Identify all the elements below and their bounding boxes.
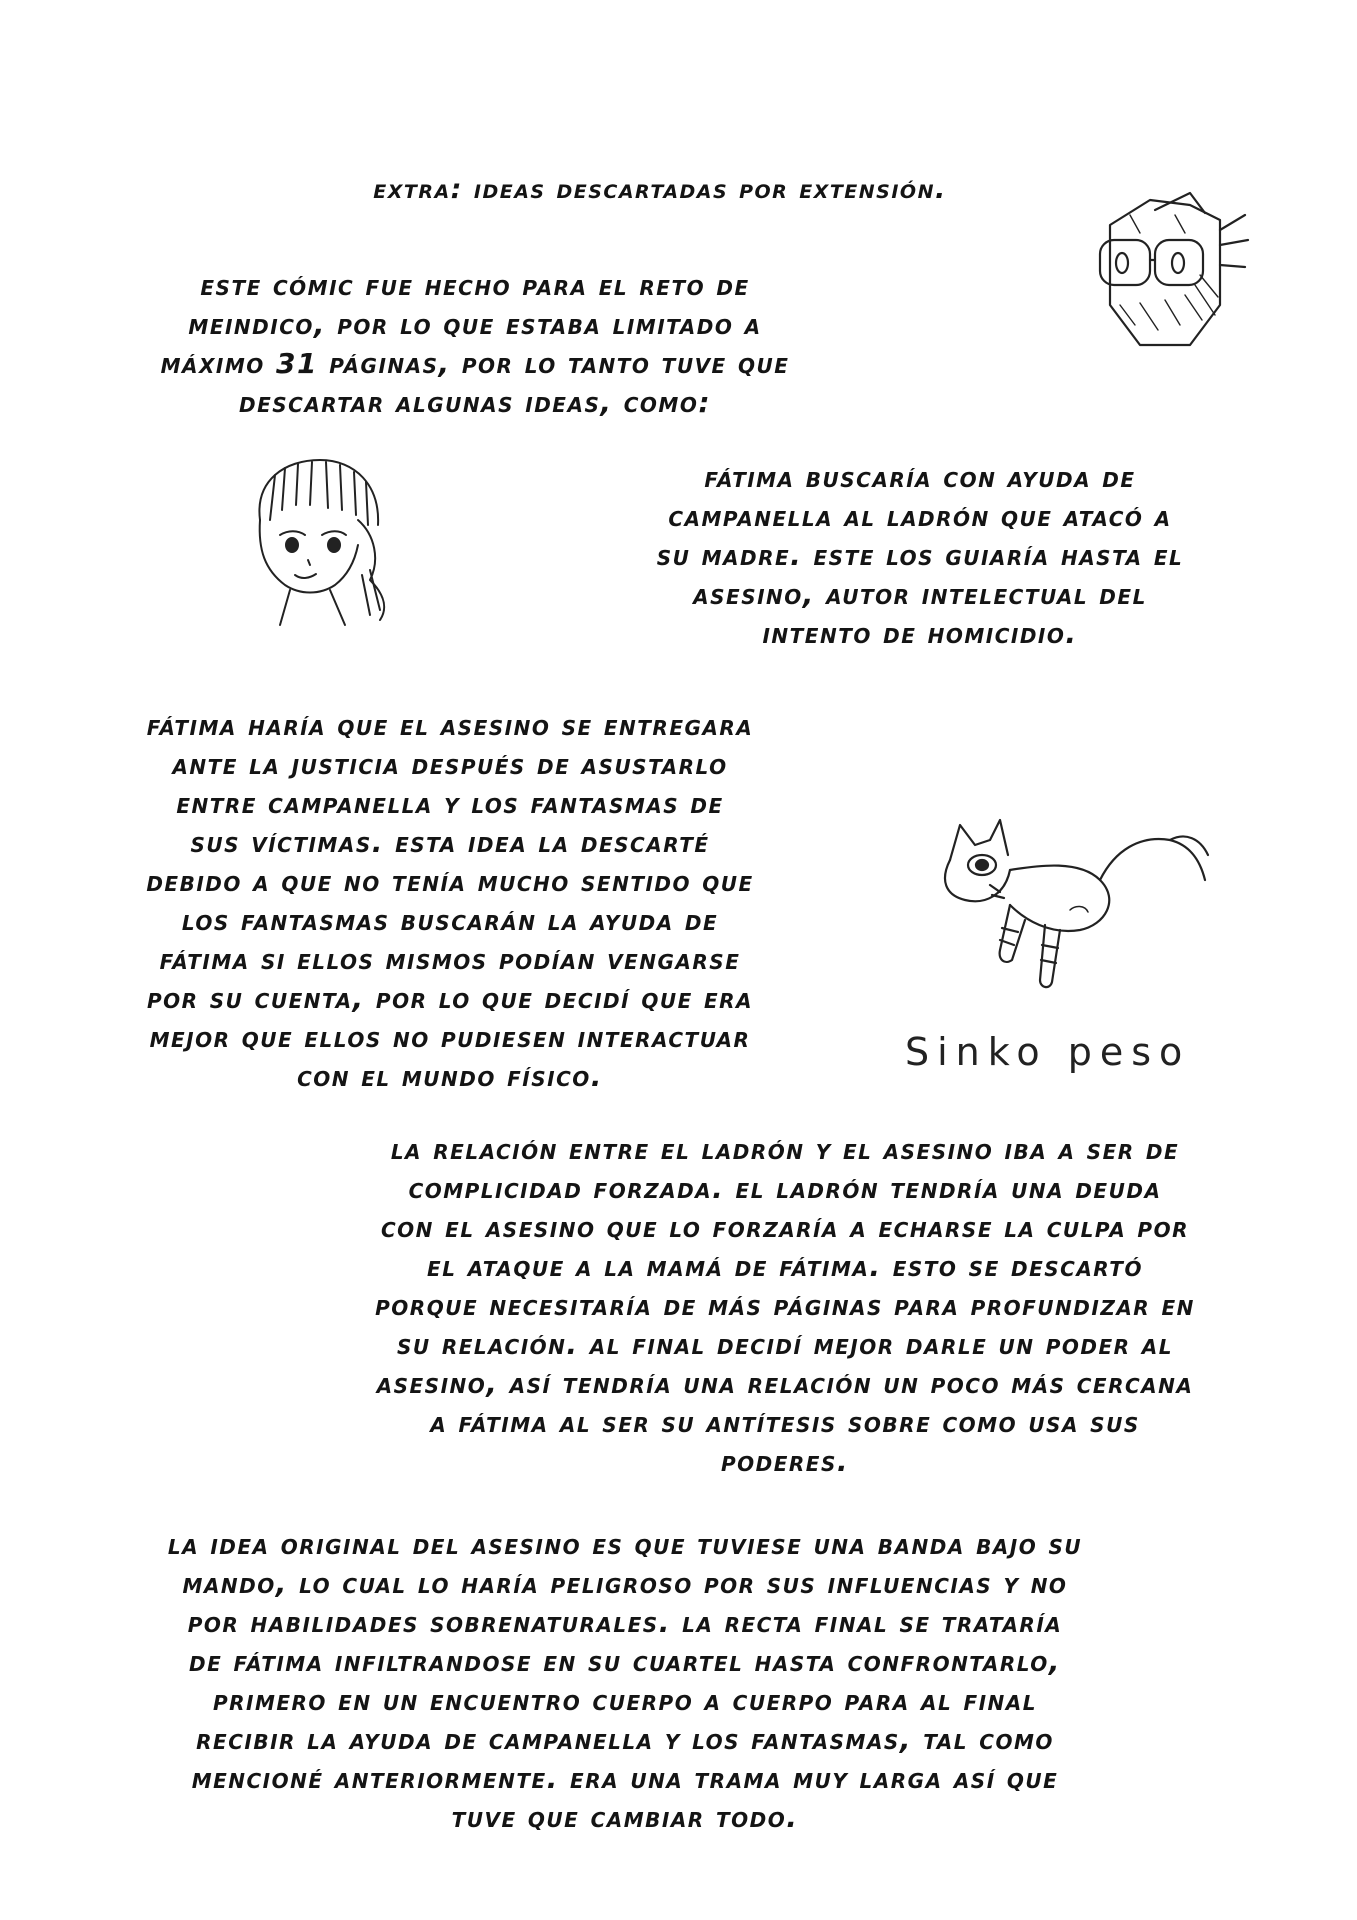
paragraph-idea-4: la idea original del asesino es que tuviese una banda bajo su mando, lo cual lo haría peligroso por sus influencias y no por habilidades sobrenaturales. la recta final se trataría de fátima infiltrandose en su cuartel hasta confrontarlo, primero en un encuentro cuerpo a cuerpo para al final recibir la ayuda de campanella y los fantasmas, tal como mencioné anteriormente. era una trama muy larga así que tuve que cambiar todo. [167,1528,1083,1834]
girl-portrait-sketch [230,450,410,630]
paragraph-idea-3: la relación entre el ladrón y el asesino iba a ser de complicidad forzada. el ladrón tendría una deuda con el asesino que lo forzaría a echarse la culpa por el ataque a la mamá de fátima. esto se descartó porque necesitaría de más páginas para profundizar en su relación. al final decidí mejor darle un poder al asesino, así tendría una relación un poco más cercana a fátima al ser su antítesis sobre como usa sus poderes. [375,1133,1195,1478]
paragraph-idea-1: fátima buscaría con ayuda de campanella al ladrón que atacó a su madre. este los guiaría hasta el asesino, autor intelectual del intento de homicidio. [656,461,1184,650]
sketch-caption: Sinko peso [905,1030,1191,1074]
paragraph-idea-2: fátima haría que el asesino se entregara ante la justicia después de asustarlo entre campanella y los fantasmas de sus víctimas. esta idea la descarté debido a que no tenía mucho sentido que los fantasmas buscarán la ayuda de fátima si ellos mismos podían vengarse por su cuenta, por lo que decidí que era mejor que ellos no pudiesen interactuar con el mundo físico. [146,709,754,1093]
cat-sketch [930,810,1230,1030]
glasses-creature-sketch [1080,185,1250,355]
paragraph-intro: este cómic fue hecho para el reto de meindico, por lo que estaba limitado a máximo 31 páginas, por lo tanto tuve que descartar algunas ideas, como: [160,269,790,419]
page-title: extra: ideas descartadas por extensión. [373,174,947,205]
